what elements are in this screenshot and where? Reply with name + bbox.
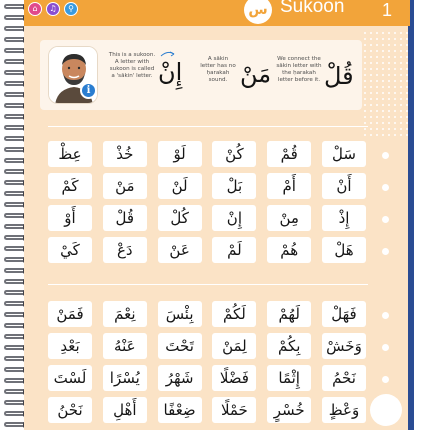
word-row <box>48 234 366 266</box>
intro-word-man: مَنْ <box>240 60 272 88</box>
word-cell[interactable]: عَنْ <box>158 237 202 263</box>
side-dot <box>382 312 389 319</box>
word-cell[interactable]: لَوْ <box>158 141 202 167</box>
word-cell[interactable]: أَهْلِ <box>103 397 147 423</box>
page-dot-pattern <box>362 30 408 140</box>
word-cell[interactable]: مِنْ <box>267 205 311 231</box>
word-cell[interactable]: شَهْرُ <box>158 365 202 391</box>
word-cell[interactable]: بِئْسَ <box>158 301 202 327</box>
word-cell[interactable]: حَمْلًا <box>212 397 256 423</box>
word-cell[interactable]: وَخَشْ <box>322 333 366 359</box>
word-cell[interactable]: لَسْتَ <box>48 365 92 391</box>
search-icon-glyph: ⚲ <box>68 4 74 13</box>
word-row <box>48 330 366 362</box>
word-cell[interactable]: كَيْ <box>48 237 92 263</box>
word-cell[interactable]: مَنْ <box>103 173 147 199</box>
word-cell[interactable]: يُسْرًا <box>103 365 147 391</box>
word-row <box>48 298 366 330</box>
word-cell[interactable]: عِظْ <box>48 141 92 167</box>
intro-note-sakin: A sākin letter has no ḥarakah sound. <box>200 56 236 83</box>
word-cell[interactable]: أَنْ <box>322 173 366 199</box>
word-cell[interactable]: فَمَنْ <box>48 301 92 327</box>
word-row <box>48 170 366 202</box>
arrow-icon <box>160 50 176 58</box>
word-cell[interactable]: تَحْتَ <box>158 333 202 359</box>
page-edge <box>408 0 414 430</box>
word-cell[interactable]: ضِعْفًا <box>158 397 202 423</box>
lesson-number: 1 <box>382 0 393 20</box>
word-cell[interactable]: أَوْ <box>48 205 92 231</box>
lesson-header <box>24 0 410 26</box>
intro-note-sukoon: This is a sukoon. A letter with sukoon is called a 'sākin' letter. <box>108 52 156 79</box>
word-row <box>48 202 366 234</box>
home-icon[interactable] <box>28 2 42 16</box>
intro-note-connect: We connect the sākin letter with the ḥarakah letter before it. <box>276 56 322 83</box>
word-cell[interactable]: قُلْ <box>103 205 147 231</box>
intro-panel <box>40 40 362 110</box>
word-cell[interactable]: عَنْهُ <box>103 333 147 359</box>
word-row <box>48 362 366 394</box>
word-cell[interactable]: هَلْ <box>322 237 366 263</box>
word-cell[interactable]: سَلْ <box>322 141 366 167</box>
word-cell[interactable]: كَمْ <box>48 173 92 199</box>
word-cell[interactable]: لَهُمْ <box>267 301 311 327</box>
word-cell[interactable]: إِذْ <box>322 205 366 231</box>
search-icon[interactable] <box>64 2 78 16</box>
word-grid-basic <box>48 138 366 266</box>
section-divider-top <box>48 126 368 127</box>
word-cell[interactable]: خُسْرٍ <box>267 397 311 423</box>
word-cell[interactable]: دَعْ <box>103 237 147 263</box>
side-dot <box>382 376 389 383</box>
word-row <box>48 394 366 426</box>
corner-circle <box>370 394 402 426</box>
word-cell[interactable]: فَهَلْ <box>322 301 366 327</box>
word-cell[interactable]: بَعْدِ <box>48 333 92 359</box>
side-dot <box>382 184 389 191</box>
side-dot <box>382 344 389 351</box>
word-cell[interactable]: لَنْ <box>158 173 202 199</box>
word-cell[interactable]: خُذْ <box>103 141 147 167</box>
section-divider-middle <box>48 284 368 285</box>
word-cell[interactable]: بَلْ <box>212 173 256 199</box>
side-dot <box>382 248 389 255</box>
audio-icon-glyph: ♫ <box>49 4 57 13</box>
word-cell[interactable]: قُمْ <box>267 141 311 167</box>
word-cell[interactable]: نَحْمُ <box>322 365 366 391</box>
lesson-badge-letter: س <box>248 2 268 18</box>
intro-word-qul: قُلْ <box>324 62 354 90</box>
word-row <box>48 138 366 170</box>
intro-word-in: إِنْ <box>158 58 183 86</box>
word-cell[interactable]: هُمْ <box>267 237 311 263</box>
word-cell[interactable]: فَضْلًا <box>212 365 256 391</box>
info-icon[interactable]: i <box>80 82 97 99</box>
audio-icon[interactable] <box>46 2 60 16</box>
lesson-title: Sukoon <box>280 0 345 17</box>
nav-icon-group <box>28 2 78 16</box>
word-cell[interactable]: نَحْنُ <box>48 397 92 423</box>
word-cell[interactable]: إِنْ <box>212 205 256 231</box>
side-dot <box>382 152 389 159</box>
word-cell[interactable]: بِكُمْ <box>267 333 311 359</box>
side-dot <box>382 216 389 223</box>
word-cell[interactable]: وَعْظٍ <box>322 397 366 423</box>
word-cell[interactable]: أَمْ <box>267 173 311 199</box>
word-cell[interactable]: لَمْ <box>212 237 256 263</box>
word-cell[interactable]: إِثْمًا <box>267 365 311 391</box>
word-cell[interactable]: لَكُمْ <box>212 301 256 327</box>
word-cell[interactable]: كُلْ <box>158 205 202 231</box>
word-cell[interactable]: كُنْ <box>212 141 256 167</box>
home-icon-glyph: ⌂ <box>32 4 38 13</box>
word-cell[interactable]: لِمَنْ <box>212 333 256 359</box>
word-grid-advanced <box>48 298 366 426</box>
word-cell[interactable]: نِعْمَ <box>103 301 147 327</box>
